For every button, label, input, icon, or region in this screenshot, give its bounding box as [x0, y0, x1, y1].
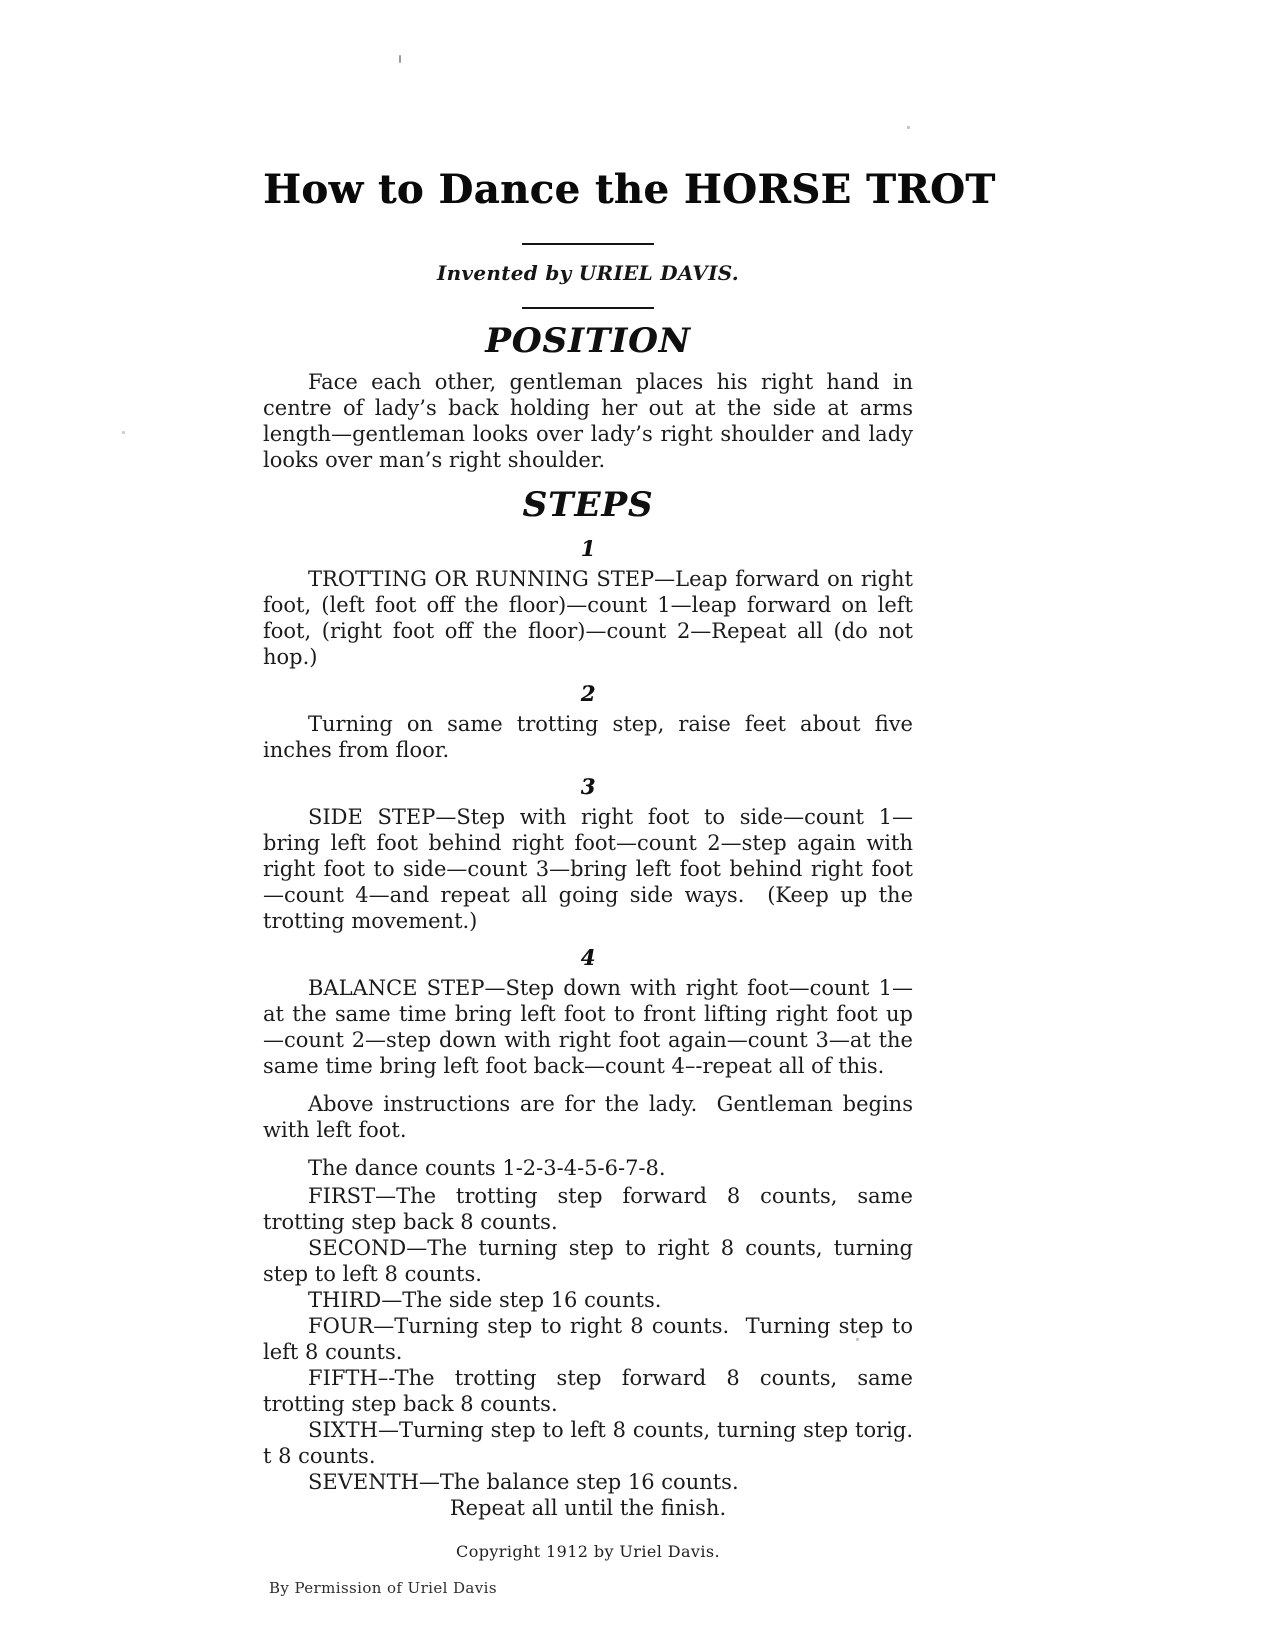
sequence-second: SECOND—The turning step to right 8 counts, turning step to left 8 counts. [263, 1236, 913, 1286]
sequence-four: FOUR—Turning step to right 8 counts. Turning step to left 8 counts. [263, 1314, 913, 1364]
sequence-seventh: SEVENTH—The balance step 16 counts. [308, 1470, 739, 1494]
step-paragraph-4: BALANCE STEP—Step down with right foot—count 1—at the same time bring left foot to front lifting right foot up—count 2—step down with right foot again—count 3—at the same time bring left foot back—count 4–-repeat all of this. [263, 976, 913, 1078]
note-lady-gentleman: Above instructions are for the lady. Gentleman begins with left foot. [263, 1092, 913, 1142]
scan-speck [122, 431, 125, 434]
divider-rule [522, 307, 654, 309]
page-title: How to Dance the HORSE TROT [263, 166, 996, 213]
steps-heading: STEPS [522, 485, 654, 525]
permission-line: By Permission of Uriel Davis [269, 1579, 497, 1597]
closing-line: Repeat all until the finish. [449, 1496, 727, 1520]
divider-rule [522, 243, 654, 245]
step-number-2: 2 [580, 681, 596, 706]
step-number-4: 4 [580, 945, 596, 970]
scan-speck [399, 55, 401, 63]
step-paragraph-2: Turning on same trotting step, raise feet about five inches from floor. [263, 712, 913, 762]
sequence-sixth: SIXTH—Turning step to left 8 counts, turning step torig. t 8 counts. [263, 1418, 913, 1468]
position-heading: POSITION [485, 321, 691, 361]
sequence-first: FIRST—The trotting step forward 8 counts, same trotting step back 8 counts. [263, 1184, 913, 1234]
position-paragraph: Face each other, gentleman places his right hand in centre of lady’s back holding her out at the side at arms length—gentleman looks over lady’s right shoulder and lady looks over man’s right shoulder. [263, 370, 913, 472]
byline: Invented by URIEL DAVIS. [436, 261, 740, 285]
scan-speck [907, 126, 910, 129]
sequence-fifth: FIFTH–-The trotting step forward 8 counts, same trotting step back 8 counts. [263, 1366, 913, 1416]
copyright-line: Copyright 1912 by Uriel Davis. [456, 1542, 720, 1561]
step-number-3: 3 [580, 774, 596, 799]
step-number-1: 1 [580, 536, 596, 561]
sequence-third: THIRD—The side step 16 counts. [308, 1288, 662, 1312]
step-paragraph-3: SIDE STEP—Step with right foot to side—count 1—bring left foot behind right foot—count 2—step again with right foot to side—count 3—bring left foot behind right foot—count 4—and repeat all going side ways. (Keep up the trotting movement.) [263, 805, 913, 933]
note-dance-counts: The dance counts 1-2-3-4-5-6-7-8. [308, 1156, 666, 1180]
document-body [263, 166, 996, 1597]
step-paragraph-1: TROTTING OR RUNNING STEP—Leap forward on right foot, (left foot off the floor)—count 1—leap forward on left foot, (right foot off the floor)—count 2—Repeat all (do not hop.) [263, 567, 913, 669]
